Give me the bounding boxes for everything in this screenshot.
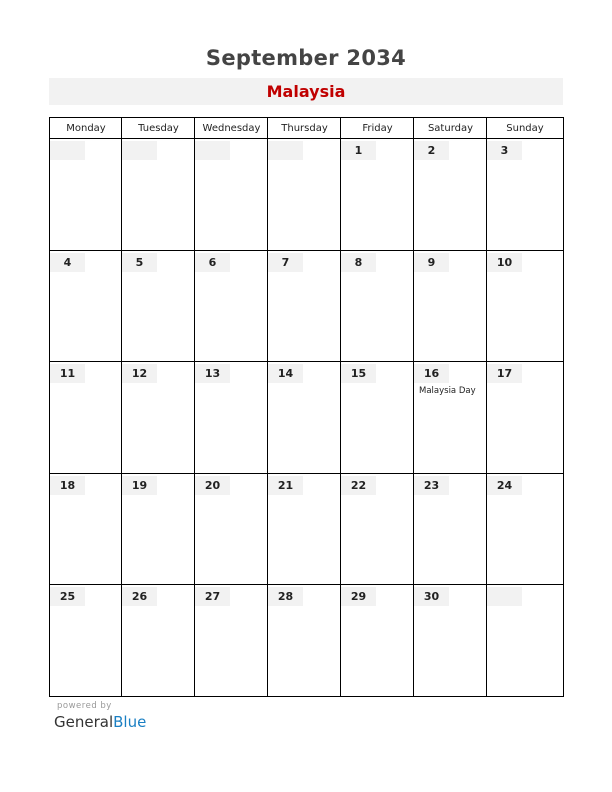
day-cell[interactable] (487, 139, 562, 250)
day-cell[interactable] (341, 362, 413, 473)
day-number: 5 (122, 253, 157, 272)
day-number (195, 141, 230, 160)
day-cell[interactable] (122, 139, 194, 250)
day-number: 30 (414, 587, 449, 606)
weekday-header-monday: Monday (66, 123, 106, 134)
day-number: 6 (195, 253, 230, 272)
day-cell[interactable] (341, 139, 413, 250)
day-cell[interactable] (268, 585, 340, 696)
day-cell[interactable] (414, 585, 486, 696)
day-cell[interactable] (195, 139, 267, 250)
brand-blue: Blue (113, 713, 147, 731)
day-number (50, 141, 85, 160)
day-number: 11 (50, 364, 85, 383)
day-cell[interactable] (414, 139, 486, 250)
holiday-label: Malaysia Day (419, 386, 476, 396)
day-cell[interactable] (122, 251, 194, 362)
day-number (122, 141, 157, 160)
weekday-header-saturday: Saturday (427, 123, 474, 134)
day-cell[interactable] (122, 362, 194, 473)
calendar-grid (49, 117, 564, 697)
day-number: 12 (122, 364, 157, 383)
day-number: 20 (195, 476, 230, 495)
brand-general: General (54, 713, 114, 731)
powered-by-label: powered by (57, 701, 112, 711)
day-number: 24 (487, 476, 522, 495)
day-cell[interactable] (341, 585, 413, 696)
day-number (268, 141, 303, 160)
day-number: 27 (195, 587, 230, 606)
day-cell[interactable] (50, 251, 121, 362)
country-name: Malaysia (266, 82, 346, 101)
day-number: 16 (414, 364, 449, 383)
day-number: 22 (341, 476, 376, 495)
day-cell[interactable] (268, 362, 340, 473)
day-cell[interactable] (122, 474, 194, 585)
calendar-title: September 2034 (205, 46, 407, 70)
day-number: 2 (414, 141, 449, 160)
day-number (487, 587, 522, 606)
day-cell[interactable] (268, 474, 340, 585)
day-cell[interactable] (487, 251, 562, 362)
day-number: 1 (341, 141, 376, 160)
day-cell[interactable] (268, 139, 340, 250)
day-cell[interactable] (487, 585, 562, 696)
day-number: 23 (414, 476, 449, 495)
country-banner (49, 78, 563, 105)
day-cell[interactable] (195, 474, 267, 585)
day-number: 18 (50, 476, 85, 495)
day-cell[interactable] (341, 251, 413, 362)
day-number: 13 (195, 364, 230, 383)
day-number: 8 (341, 253, 376, 272)
day-number: 25 (50, 587, 85, 606)
day-number: 29 (341, 587, 376, 606)
day-cell[interactable] (487, 362, 562, 473)
day-cell[interactable] (341, 474, 413, 585)
weekday-header-sunday: Sunday (506, 123, 544, 134)
day-number: 26 (122, 587, 157, 606)
day-number: 17 (487, 364, 522, 383)
day-cell[interactable] (50, 585, 121, 696)
day-cell[interactable] (122, 585, 194, 696)
day-number: 3 (487, 141, 522, 160)
day-cell[interactable] (195, 585, 267, 696)
day-number: 4 (50, 253, 85, 272)
day-cell[interactable] (50, 362, 121, 473)
generalblue-logo[interactable] (54, 713, 146, 731)
day-cell[interactable] (268, 251, 340, 362)
day-cell[interactable] (195, 251, 267, 362)
day-number: 10 (487, 253, 522, 272)
weekday-header-tuesday: Tuesday (138, 123, 179, 134)
day-cell[interactable] (50, 474, 121, 585)
day-number: 9 (414, 253, 449, 272)
day-cell[interactable] (414, 474, 486, 585)
day-number: 14 (268, 364, 303, 383)
weekday-header-friday: Friday (362, 123, 393, 134)
day-number: 7 (268, 253, 303, 272)
day-number: 28 (268, 587, 303, 606)
weekday-header-wednesday: Wednesday (202, 123, 261, 134)
day-cell[interactable] (487, 474, 562, 585)
day-cell[interactable] (195, 362, 267, 473)
day-number: 19 (122, 476, 157, 495)
day-cell[interactable] (414, 362, 486, 473)
day-number: 15 (341, 364, 376, 383)
weekday-header-thursday: Thursday (281, 123, 328, 134)
day-cell[interactable] (414, 251, 486, 362)
day-cell[interactable] (50, 139, 121, 250)
day-number: 21 (268, 476, 303, 495)
